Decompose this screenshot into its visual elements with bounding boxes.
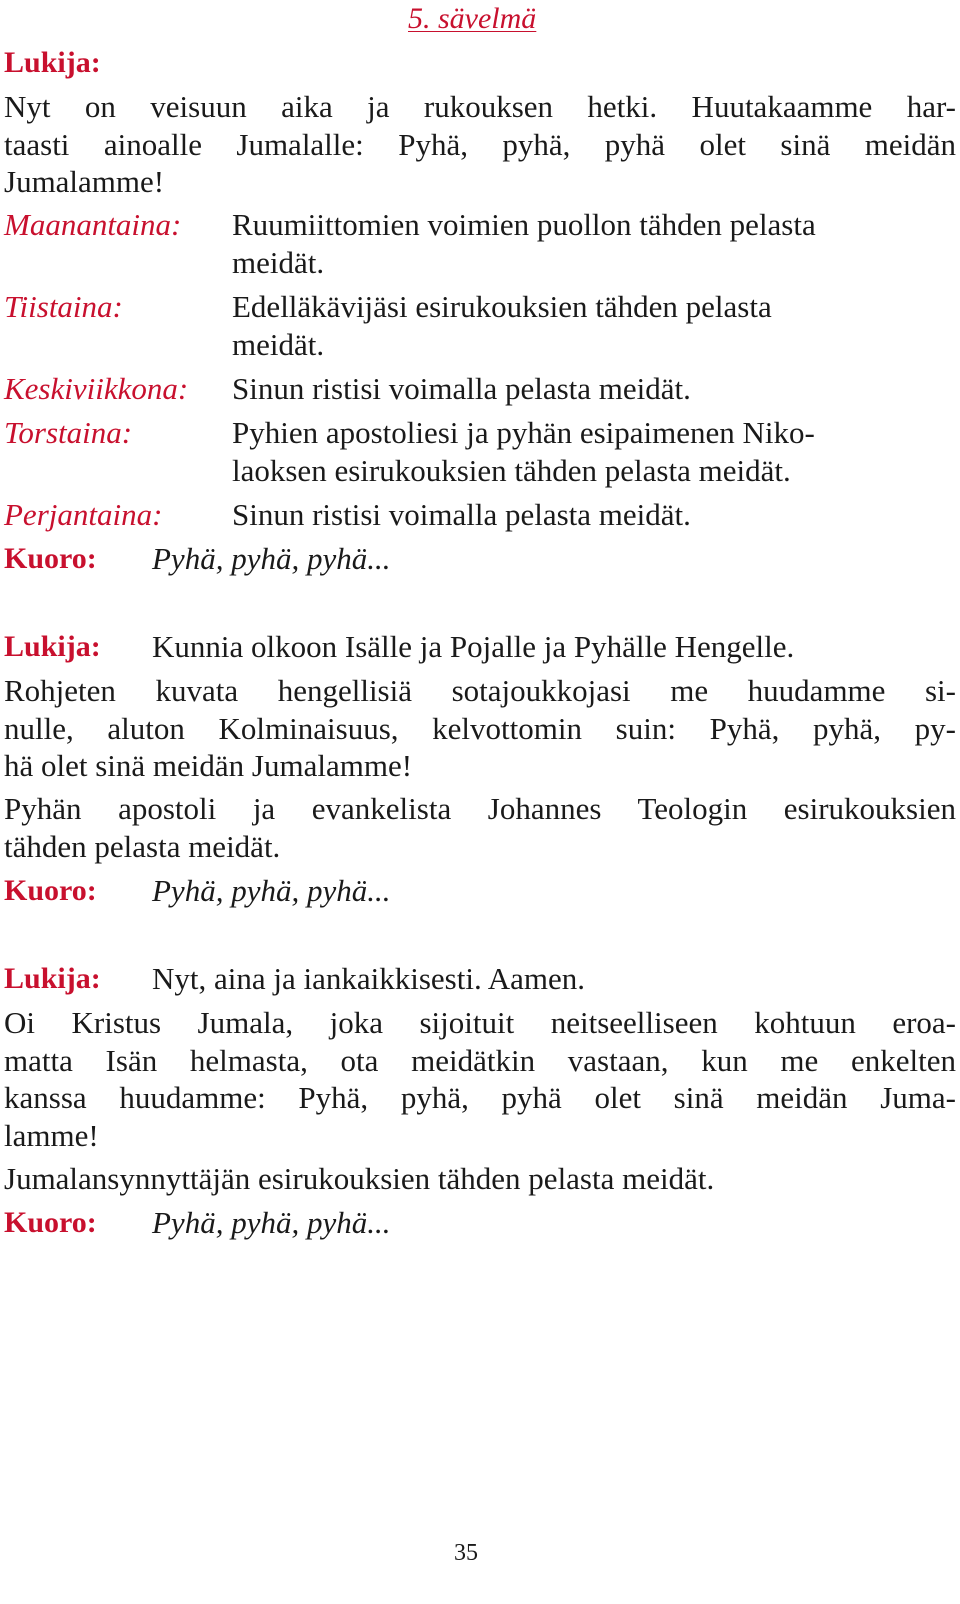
- day-text-line: Sinun ristisi voimalla pelasta meidät.: [232, 497, 691, 532]
- melody-heading: 5. sävelmä: [408, 2, 537, 35]
- intro-line: Nyt on veisuun aika ja rukouksen hetki. Huutakaamme har-: [4, 89, 956, 124]
- day-wednesday: [4, 370, 956, 410]
- hymn-line: hä olet sinä meidän Jumalamme!: [4, 748, 413, 783]
- intercession-paragraph: [4, 790, 956, 865]
- hymn-paragraph: [4, 1004, 956, 1154]
- day-tuesday: [4, 288, 956, 368]
- day-text-line: meidät.: [232, 245, 325, 280]
- intercession-paragraph: [4, 1160, 956, 1198]
- hymn-paragraph: [4, 672, 956, 785]
- day-label: Tiistaina:: [4, 289, 123, 324]
- reader-text: Nyt, aina ja iankaikkisesti. Aamen.: [152, 961, 586, 996]
- choir-label: Kuoro:: [4, 542, 97, 575]
- intercession-line: tähden pelasta meidät.: [4, 828, 281, 864]
- intercession-line: Jumalansynnyttäjän esirukouksien tähden pelasta meidät.: [4, 1161, 715, 1196]
- page-number: 35: [454, 1540, 478, 1566]
- day-label: Torstaina:: [4, 415, 133, 450]
- intro-line: taasti ainoalle Jumalalle: Pyhä, pyhä, pyhä olet sinä meidän: [4, 126, 956, 162]
- reader-label: Lukija:: [4, 962, 101, 995]
- choir-text: Pyhä, pyhä, pyhä...: [152, 1205, 391, 1240]
- day-label: Maanantaina:: [4, 207, 182, 242]
- choir-response: [4, 1204, 956, 1244]
- choir-text: Pyhä, pyhä, pyhä...: [152, 541, 391, 576]
- intro-paragraph: [4, 88, 956, 201]
- hymn-line: lamme!: [4, 1117, 99, 1153]
- hymn-line: kanssa huudamme: Pyhä, pyhä, pyhä olet sinä meidän Juma-: [4, 1080, 956, 1115]
- choir-label: Kuoro:: [4, 874, 97, 907]
- reader-label: Lukija:: [4, 46, 101, 79]
- reader-label: Lukija:: [4, 630, 101, 663]
- choir-label: Kuoro:: [4, 1206, 97, 1239]
- intercession-line: Pyhän apostoli ja evankelista Johannes Teologin esirukouksien: [4, 791, 956, 826]
- day-text-line: meidät.: [232, 327, 325, 362]
- day-friday: [4, 496, 956, 536]
- reader-response: [4, 628, 956, 668]
- day-monday: [4, 206, 956, 286]
- day-text-line: Edelläkävijäsi esirukouksien tähden pelasta: [232, 289, 772, 324]
- intro-line: Jumalamme!: [4, 164, 165, 199]
- hymn-line: Rohjeten kuvata hengellisiä sotajoukkojasi me huudamme si-: [4, 673, 956, 708]
- choir-text: Pyhä, pyhä, pyhä...: [152, 873, 391, 908]
- reader-text: Kunnia olkoon Isälle ja Pojalle ja Pyhälle Hengelle.: [152, 629, 795, 664]
- day-text-line: laoksen esirukouksien tähden pelasta meidät.: [232, 453, 791, 488]
- day-text-line: Pyhien apostoliesi ja pyhän esipaimenen Niko-: [232, 415, 815, 450]
- day-thursday: [4, 414, 956, 494]
- hymn-line: matta Isän helmasta, ota meidätkin vastaan, kun me enkelten: [4, 1042, 956, 1078]
- day-text-line: Sinun ristisi voimalla pelasta meidät.: [232, 371, 691, 406]
- choir-response: [4, 540, 956, 580]
- hymn-line: nulle, aluton Kolminaisuus, kelvottomin suin: Pyhä, pyhä, py-: [4, 710, 956, 746]
- day-text-line: Ruumiittomien voimien puollon tähden pelasta: [232, 207, 816, 242]
- day-label: Keskiviikkona:: [4, 371, 189, 406]
- day-label: Perjantaina:: [4, 497, 163, 532]
- hymn-line: Oi Kristus Jumala, joka sijoituit neitseelliseen kohtuun eroa-: [4, 1005, 956, 1040]
- reader-response: [4, 960, 956, 1000]
- choir-response: [4, 872, 956, 912]
